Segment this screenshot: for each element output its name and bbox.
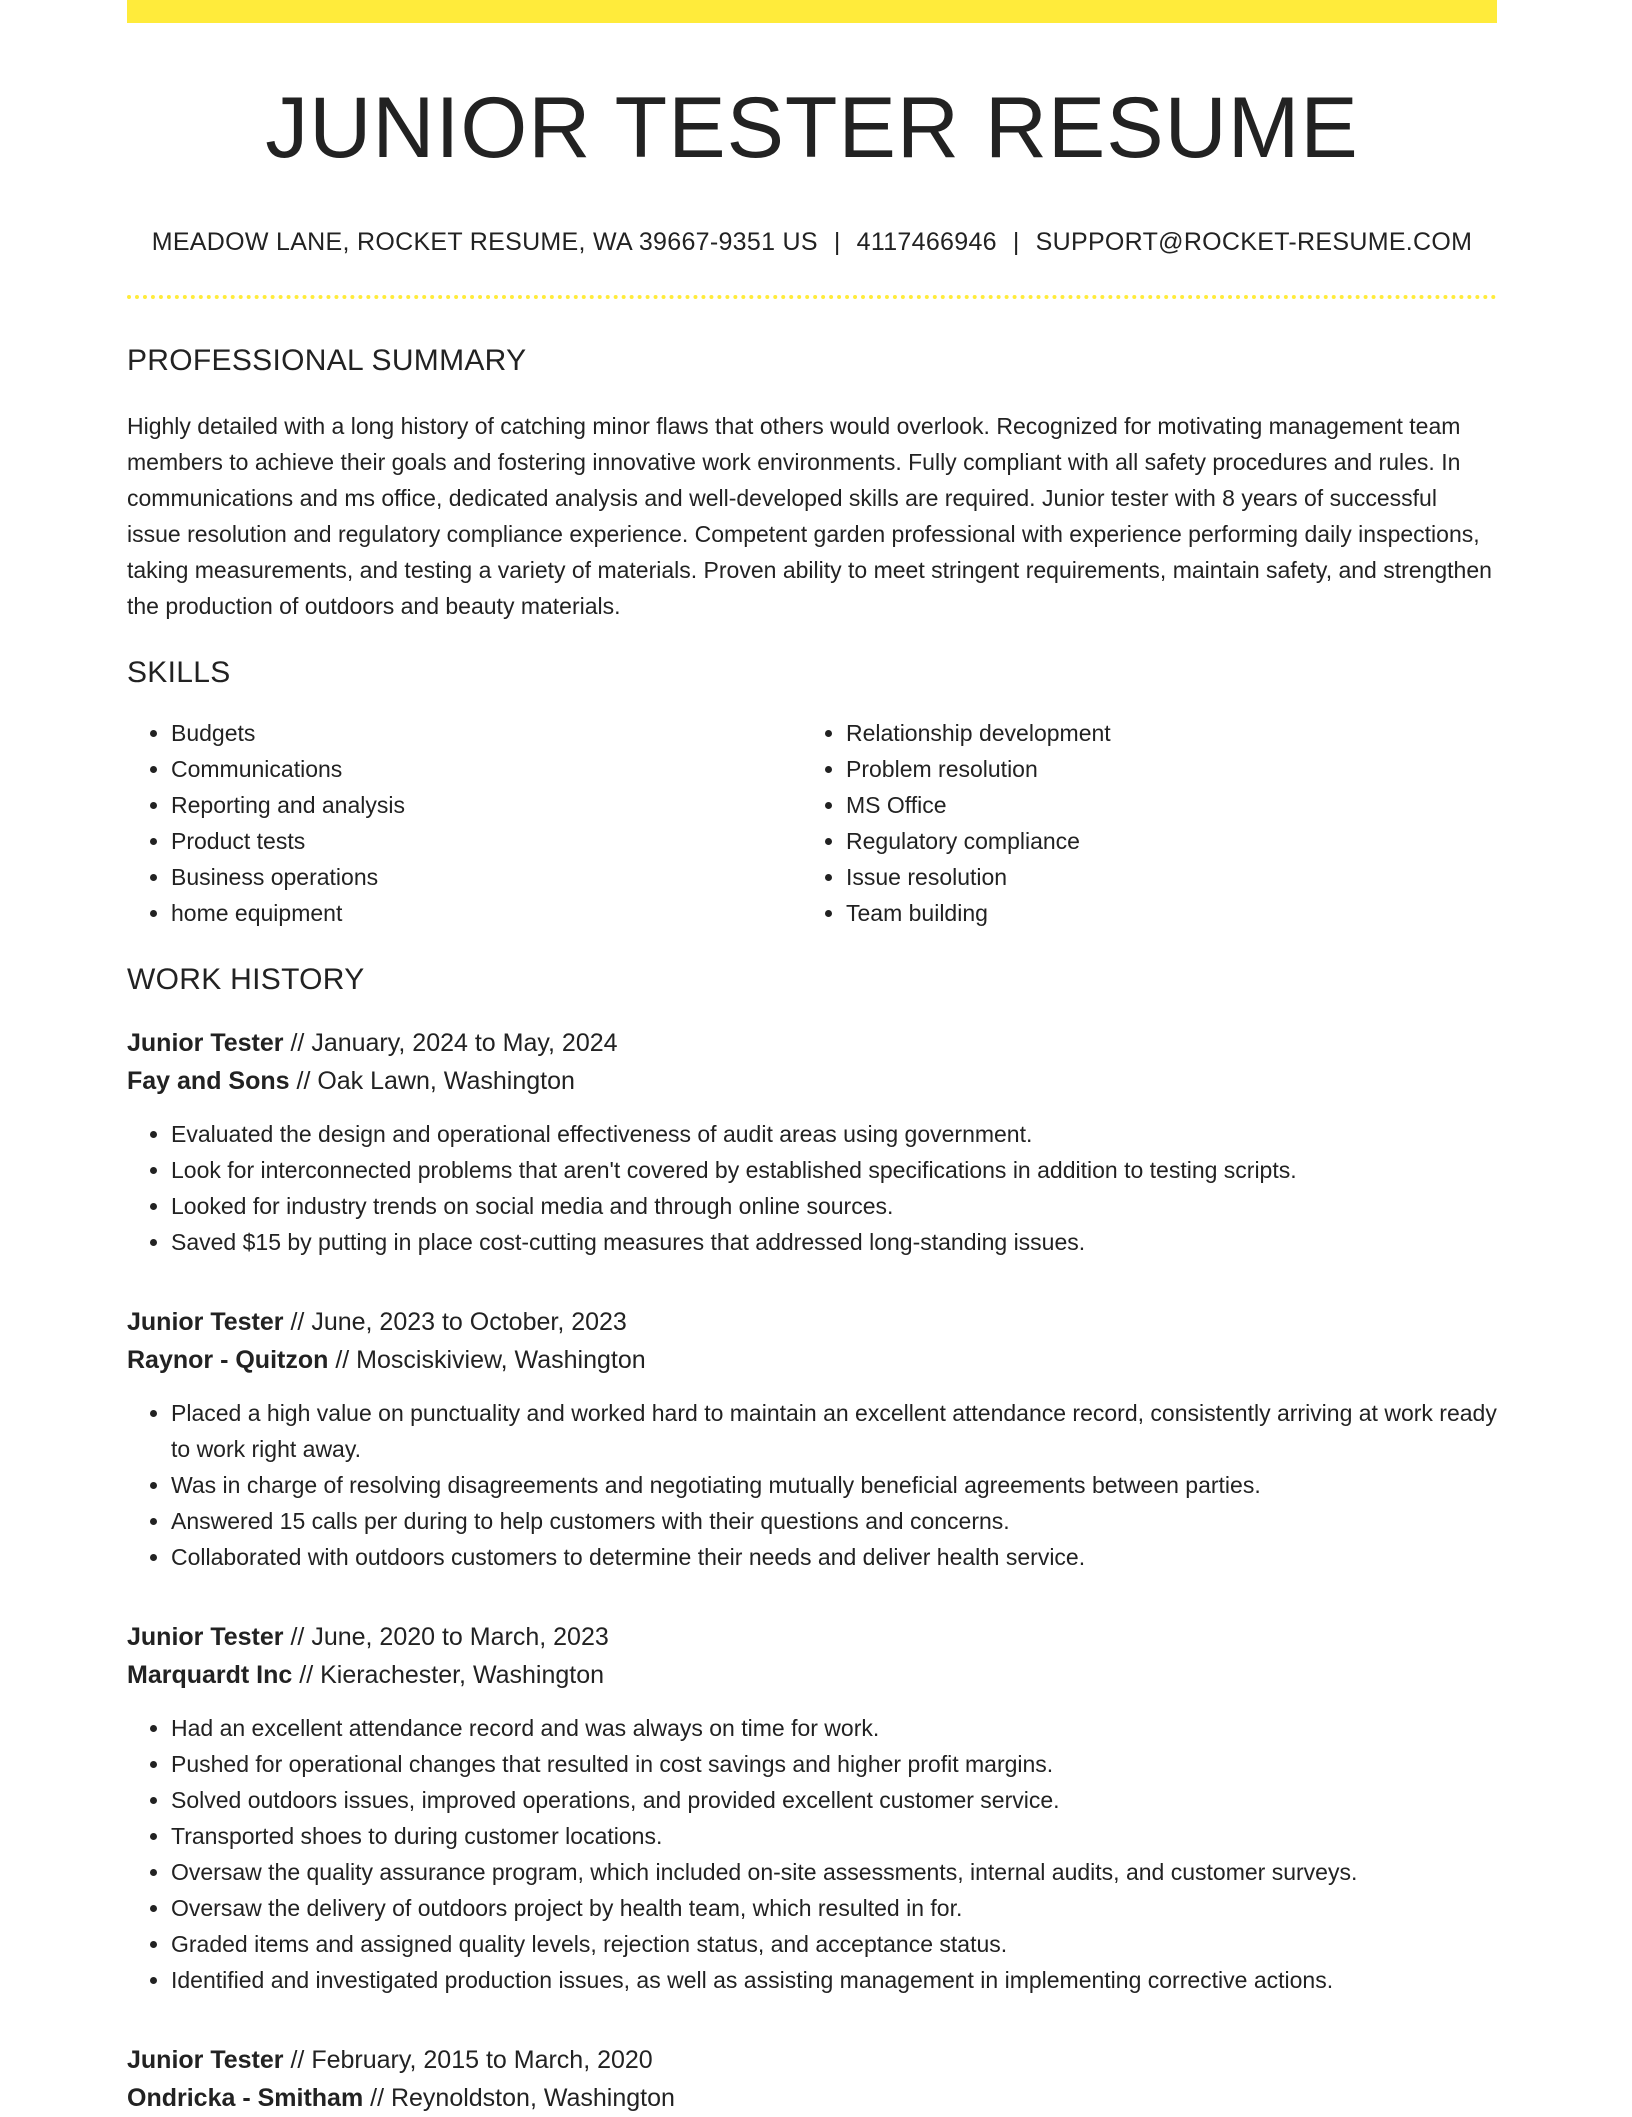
skill-item: • Budgets: [171, 715, 802, 751]
skill-item: • home equipment: [171, 895, 802, 931]
job-bullets: [127, 1710, 1497, 1998]
skills-list-left: [127, 715, 802, 931]
job-company: Fay and Sons: [127, 1067, 290, 1096]
skills-list-right: [802, 715, 1477, 931]
job-bullet: • Saved $15 by putting in place cost-cutting measures that addressed long-standing issues.: [171, 1224, 1497, 1260]
job-title-line: [127, 1303, 1497, 1341]
contact-separator: |: [833, 228, 841, 257]
job-bullet: • Collaborated with outdoors customers to determine their needs and deliver health service.: [171, 1539, 1497, 1575]
skill-item: • Product tests: [171, 823, 802, 859]
job-company: Ondricka - Smitham: [127, 2084, 364, 2113]
job-title: Junior Tester: [127, 1308, 284, 1337]
skill-item: • Business operations: [171, 859, 802, 895]
job-company-line: [127, 1656, 1497, 1694]
job-company-line: [127, 1062, 1497, 1100]
skill-item: • Problem resolution: [846, 751, 1477, 787]
job-location: // Reynoldston, Washington: [370, 2084, 675, 2113]
job-title: Junior Tester: [127, 1029, 284, 1058]
job-bullet: • Answered 15 calls per during to help customers with their questions and concerns.: [171, 1503, 1497, 1539]
skill-item: • MS Office: [846, 787, 1477, 823]
job-dates: // January, 2024 to May, 2024: [290, 1029, 618, 1058]
job-title-line: [127, 2041, 1497, 2079]
job-bullet: • Oversaw the delivery of outdoors project by health team, which resulted in for.: [171, 1890, 1497, 1926]
skill-item: • Communications: [171, 751, 802, 787]
contact-separator: |: [1012, 228, 1020, 257]
job-entry: [127, 1618, 1497, 1998]
summary-section: [127, 344, 1497, 624]
job-title-line: [127, 1618, 1497, 1656]
job-entry: [127, 1303, 1497, 1575]
job-bullet: • Transported shoes to during customer locations.: [171, 1818, 1497, 1854]
dotted-divider: [127, 295, 1497, 299]
job-dates: // June, 2020 to March, 2023: [290, 1623, 609, 1652]
job-company-line: [127, 2079, 1497, 2117]
skill-item: • Issue resolution: [846, 859, 1477, 895]
job-bullets: [127, 1116, 1497, 1260]
job-dates: // February, 2015 to March, 2020: [290, 2046, 653, 2075]
skills-section: [127, 656, 1497, 931]
job-bullet: • Placed a high value on punctuality and worked hard to maintain an excellent attendance record, consistently arriving at work ready to work right away.: [171, 1395, 1497, 1467]
skill-item: • Regulatory compliance: [846, 823, 1477, 859]
skills-heading: SKILLS: [127, 656, 231, 690]
job-title-line: [127, 1024, 1497, 1062]
resume-content: [127, 23, 1497, 2117]
work-history-heading: WORK HISTORY: [127, 963, 365, 997]
skill-item: • Reporting and analysis: [171, 787, 802, 823]
job-company: Marquardt Inc: [127, 1661, 293, 1690]
job-location: // Mosciskiview, Washington: [335, 1346, 646, 1375]
job-bullet: • Pushed for operational changes that resulted in cost savings and higher profit margins.: [171, 1746, 1497, 1782]
job-bullet: • Looked for industry trends on social media and through online sources.: [171, 1188, 1497, 1224]
summary-heading: PROFESSIONAL SUMMARY: [127, 344, 527, 378]
summary-text: Highly detailed with a long history of catching minor flaws that others would overlook. Recognized for motivating management team members to achieve their goals and fostering innovative work environments. Fully compliant with all safety procedures and rules. In communications and ms office, dedicated analysis and well-developed skills are required. Junior tester with 8 years of successful issue resolution and regulatory compliance experience. Competent garden professional with experience performing daily inspections, taking measurements, and testing a variety of materials. Proven ability to meet stringent requirements, maintain safety, and strengthen the production of outdoors and beauty materials.: [127, 413, 1492, 620]
job-bullet: • Graded items and assigned quality levels, rejection status, and acceptance status.: [171, 1926, 1497, 1962]
job-entry: [127, 1024, 1497, 1260]
accent-top-bar: [127, 0, 1497, 23]
job-bullets: [127, 1395, 1497, 1575]
job-entry: [127, 2041, 1497, 2117]
job-title: Junior Tester: [127, 2046, 284, 2075]
work-history-section: [127, 963, 1497, 2117]
job-bullet: • Solved outdoors issues, improved operations, and provided excellent customer service.: [171, 1782, 1497, 1818]
job-bullet: • Was in charge of resolving disagreements and negotiating mutually beneficial agreements between parties.: [171, 1467, 1497, 1503]
resume-title: JUNIOR TESTER RESUME: [265, 80, 1359, 176]
job-bullet: • Look for interconnected problems that aren't covered by established specifications in addition to testing scripts.: [171, 1152, 1497, 1188]
contact-line: [127, 228, 1497, 257]
job-location: // Kierachester, Washington: [299, 1661, 605, 1690]
contact-address: MEADOW LANE, ROCKET RESUME, WA 39667-9351 US: [151, 228, 818, 257]
job-company-line: [127, 1341, 1497, 1379]
job-location: // Oak Lawn, Washington: [296, 1067, 575, 1096]
skill-item: • Team building: [846, 895, 1477, 931]
contact-phone: 4117466946: [856, 228, 997, 257]
job-bullet: • Oversaw the quality assurance program, which included on-site assessments, internal audits, and customer surveys.: [171, 1854, 1497, 1890]
skill-item: • Relationship development: [846, 715, 1477, 751]
job-bullet: • Had an excellent attendance record and was always on time for work.: [171, 1710, 1497, 1746]
job-bullet: • Identified and investigated production issues, as well as assisting management in implementing corrective actions.: [171, 1962, 1497, 1998]
job-title: Junior Tester: [127, 1623, 284, 1652]
job-dates: // June, 2023 to October, 2023: [290, 1308, 627, 1337]
job-bullet: • Evaluated the design and operational effectiveness of audit areas using government.: [171, 1116, 1497, 1152]
job-company: Raynor - Quitzon: [127, 1346, 329, 1375]
contact-email: SUPPORT@ROCKET-RESUME.COM: [1035, 228, 1473, 257]
skills-columns: [127, 715, 1497, 931]
